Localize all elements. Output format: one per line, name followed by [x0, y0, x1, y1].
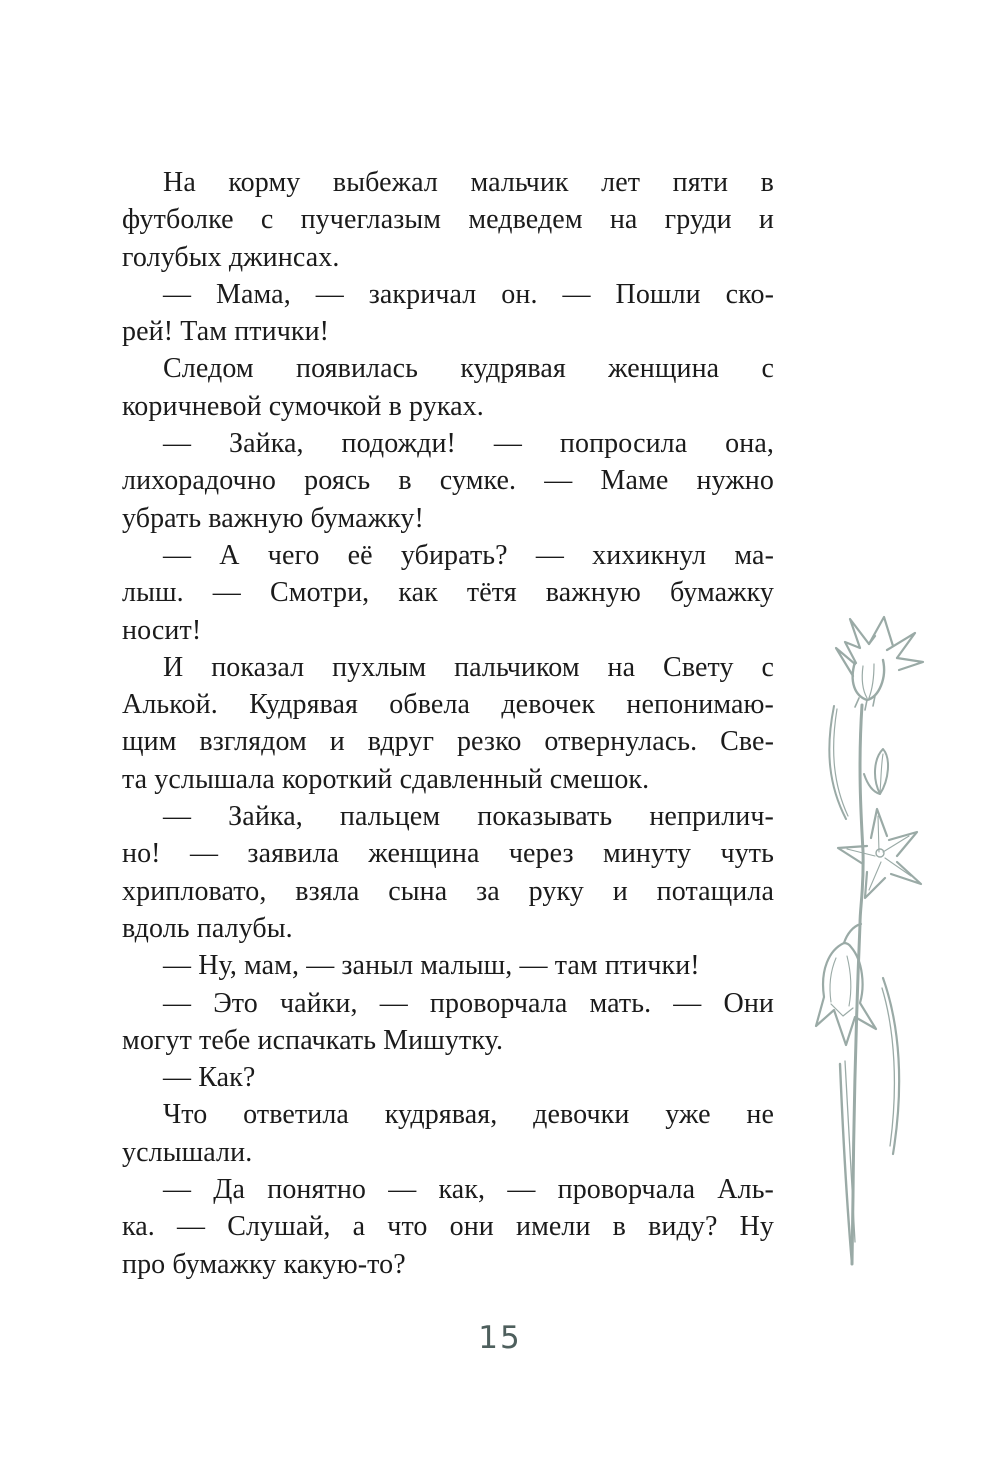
text-line: могут тебе испачкать Мишутку. [122, 1024, 504, 1056]
text-line: И показал пухлым пальчиком на Свету с [163, 651, 774, 683]
text-line: Следом появилась кудрявая женщина с [163, 353, 774, 385]
paragraph [122, 947, 774, 984]
paragraph [122, 164, 774, 276]
text-line: коричневой сумочкой в руках. [122, 390, 484, 422]
text-line: — Зайка, пальцем показывать неприлич- [163, 801, 774, 833]
text-line: — Как? [163, 1062, 256, 1094]
text-line: щим взглядом и вдруг резко отвернулась. Све- [122, 726, 774, 758]
page-number: 15 [478, 1320, 522, 1356]
paragraph [122, 1059, 774, 1096]
text-line: футболке с пучеглазым медведем на груди и [122, 204, 774, 236]
text-line: Алькой. Кудрявая обвела девочек непонимаю- [122, 689, 774, 721]
paragraph [122, 537, 774, 649]
bellflower-illustration [803, 606, 948, 1271]
text-line: услышали. [122, 1136, 253, 1168]
text-line: — Да понятно — как, — проворчала Аль- [163, 1174, 774, 1206]
page-text [122, 164, 774, 1283]
paragraph [122, 985, 774, 1060]
text-line: ка. — Слушай, а что они имели в виду? Ну [122, 1211, 774, 1243]
text-line: голубых джинсах. [122, 241, 340, 273]
text-line: вдоль палубы. [122, 912, 293, 944]
paragraph [122, 350, 774, 425]
text-line: хрипловато, взяла сына за руку и потащила [122, 875, 774, 907]
text-line: но! — заявила женщина через минуту чуть [122, 838, 774, 870]
text-line: про бумажку какую-то? [122, 1248, 406, 1280]
text-line: — Мама, — закричал он. — Пошли ско- [163, 278, 774, 310]
text-line: — Это чайки, — проворчала мать. — Они [163, 987, 774, 1019]
text-line: — Зайка, подожди! — попросила она, [163, 428, 774, 460]
text-line: лихорадочно роясь в сумке. — Маме нужно [122, 465, 774, 497]
paragraph [122, 276, 774, 351]
text-line: убрать важную бумажку! [122, 502, 424, 534]
paragraph [122, 425, 774, 537]
text-line: лыш. — Смотри, как тётя важную бумажку [122, 577, 774, 609]
text-line: рей! Там птички! [122, 316, 330, 348]
text-line: — Ну, мам, — заныл малыш, — там птички! [163, 950, 700, 982]
paragraph [122, 649, 774, 798]
paragraph [122, 1096, 774, 1171]
paragraph [122, 1171, 774, 1283]
text-line: носит! [122, 614, 202, 646]
text-line: та услышала короткий сдавленный смешок. [122, 763, 650, 795]
text-line: Что ответила кудрявая, девочки уже не [163, 1099, 774, 1131]
paragraph [122, 798, 774, 947]
text-line: — А чего её убирать? — хихикнул ма- [163, 539, 774, 571]
text-line: На корму выбежал мальчик лет пяти в [163, 167, 774, 198]
